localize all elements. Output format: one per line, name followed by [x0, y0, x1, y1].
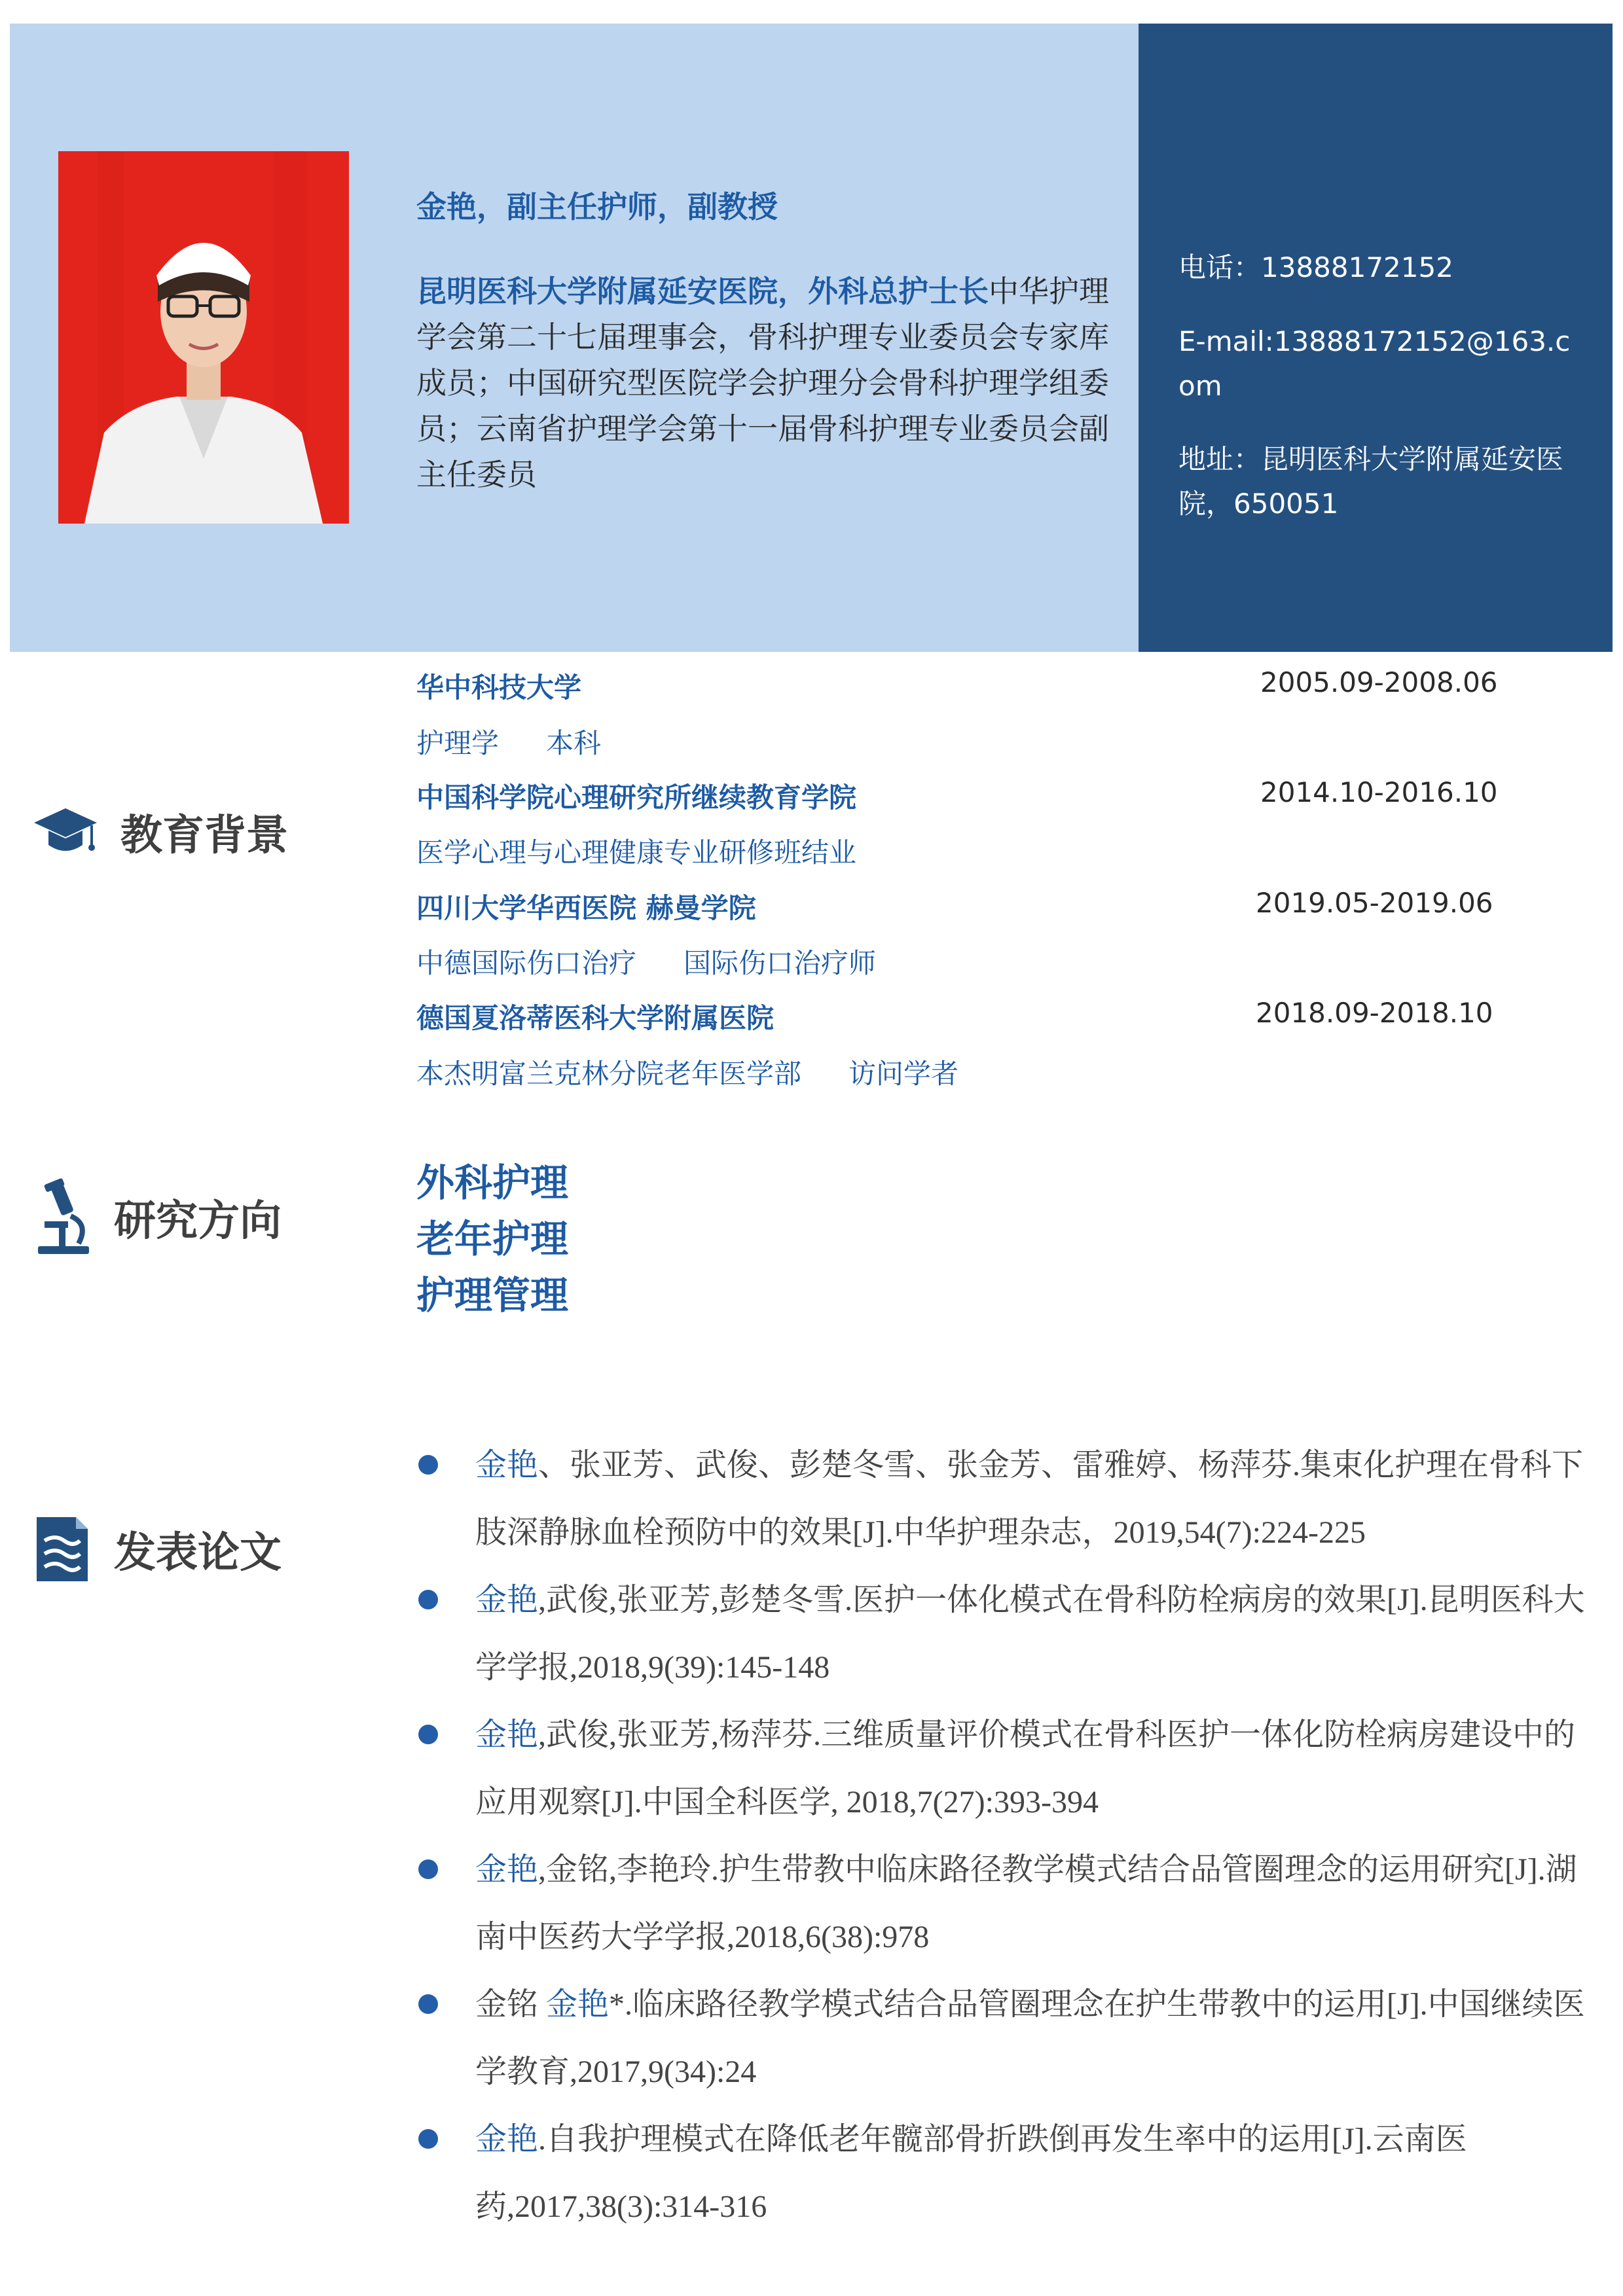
education-school: 四川大学华西医院 赫曼学院: [416, 892, 756, 924]
education-degree: 国际伤口治疗师: [684, 947, 877, 979]
publication-author: 金艳: [475, 1583, 539, 1617]
education-date: 2005.09-2008.06: [1260, 666, 1498, 698]
bio-text: [416, 268, 1117, 497]
education-degree: 访问学者: [848, 1058, 959, 1090]
publication-item: [416, 1431, 1601, 1566]
bullet-icon: [418, 1859, 438, 1879]
section-education: [33, 802, 288, 862]
publication-citation: *.临床路径教学模式结合品管圈理念在护生带教中的运用[J].中国继续医学教育,2017,9(34):24: [475, 1987, 1585, 2089]
bullet-icon: [418, 1590, 438, 1609]
bullet-icon: [418, 1725, 438, 1744]
section-title-research: 研究方向: [114, 1197, 282, 1246]
publication-author: 金艳: [475, 1717, 539, 1752]
publication-item: [416, 1701, 1601, 1836]
publication-citation: .自我护理模式在降低老年髋部骨折跌倒再发生率中的运用[J].云南医药,2017,38(3):314-316: [475, 2122, 1467, 2224]
education-school: 华中科技大学: [416, 672, 582, 704]
education-date: 2014.10-2016.10: [1260, 776, 1498, 808]
publication-citation: ,金铭,李艳玲.护生带教中临床路径教学模式结合品管圈理念的运用研究[J].湖南中医药大学学报,2018,6(38):978: [475, 1852, 1577, 1954]
document-icon: [33, 1513, 92, 1585]
publication-author: 金艳: [546, 1987, 610, 2022]
publication-citation: ,武俊,张亚芳,杨萍芬.三维质量评价模式在骨科医护一体化防栓病房建设中的应用观察[J].中国全科医学, 2018,7(27):393-394: [475, 1717, 1576, 1820]
portrait-image: [58, 151, 349, 524]
publication-item: [416, 1971, 1601, 2106]
section-title-papers: 发表论文: [114, 1529, 282, 1577]
bullet-icon: [418, 1994, 438, 2014]
contact-address: 地址：昆明医科大学附属延安医院，650051: [1178, 443, 1564, 520]
bullet-icon: [418, 1455, 438, 1475]
education-major: 本杰明富兰克林分院老年医学部: [416, 1058, 802, 1090]
section-title-education: 教育背景: [120, 812, 288, 860]
education-major: 护理学: [416, 727, 500, 759]
publication-author: 金艳: [475, 1448, 539, 1482]
education-school: 中国科学院心理研究所继续教育学院: [416, 781, 857, 814]
publication-citation: ,武俊,张亚芳,彭楚冬雪.医护一体化模式在骨科防栓病房的效果[J].昆明医科大学学报,2018,9(39):145-148: [475, 1583, 1585, 1685]
education-school: 德国夏洛蒂医科大学附属医院: [416, 1002, 775, 1034]
contact-phone: 电话：13888172152: [1178, 251, 1453, 283]
publication-citation: 、张亚芳、武俊、彭楚冬雪、张金芳、雷雅婷、杨萍芬.集束化护理在骨科下肢深静脉血栓预防中的效果[J].中华护理杂志，2019,54(7):224-225: [475, 1448, 1584, 1550]
research-item: 老年护理: [416, 1217, 569, 1261]
education-detail: [416, 1052, 958, 1092]
publication-coauthor: 金铭: [475, 1987, 547, 2022]
bio-memberships: 中华护理学会第二十七届理事会，骨科护理专业委员会专家库成员；中国研究型医院学会护理分会骨科护理学组委员；云南省护理学会第十一届骨科护理专业委员会副主任委员: [416, 274, 1109, 492]
research-item: 外科护理: [416, 1160, 569, 1205]
education-degree: 本科: [546, 727, 602, 759]
bullet-icon: [418, 2129, 438, 2149]
contact-email: E-mail:13888172152@163.com: [1178, 325, 1571, 402]
research-item: 护理管理: [416, 1273, 569, 1318]
education-detail: [416, 831, 856, 870]
education-date: 2019.05-2019.06: [1256, 887, 1493, 919]
page-title: 金艳，副主任护师，副教授: [416, 189, 778, 224]
research-list: [416, 1155, 568, 1323]
education-detail: [416, 942, 876, 981]
education-major: 医学心理与心理健康专业研修班结业: [416, 836, 857, 869]
publication-author: 金艳: [475, 2122, 539, 2157]
graduation-cap-icon: [33, 806, 98, 858]
publication-item: [416, 1836, 1601, 1971]
publication-item: [416, 2106, 1601, 2240]
section-papers: [33, 1513, 282, 1585]
education-date: 2018.09-2018.10: [1256, 997, 1493, 1029]
profile-photo: [58, 151, 349, 524]
publication-author: 金艳: [475, 1852, 539, 1887]
bio-affiliation: 昆明医科大学附属延安医院，外科总护士长: [416, 274, 989, 309]
publication-item: [416, 1566, 1601, 1701]
education-major: 中德国际伤口治疗: [416, 947, 637, 979]
education-detail: [416, 722, 601, 761]
publication-list: [416, 1431, 1601, 2240]
section-research: [33, 1178, 282, 1257]
microscope-icon: [33, 1178, 92, 1257]
